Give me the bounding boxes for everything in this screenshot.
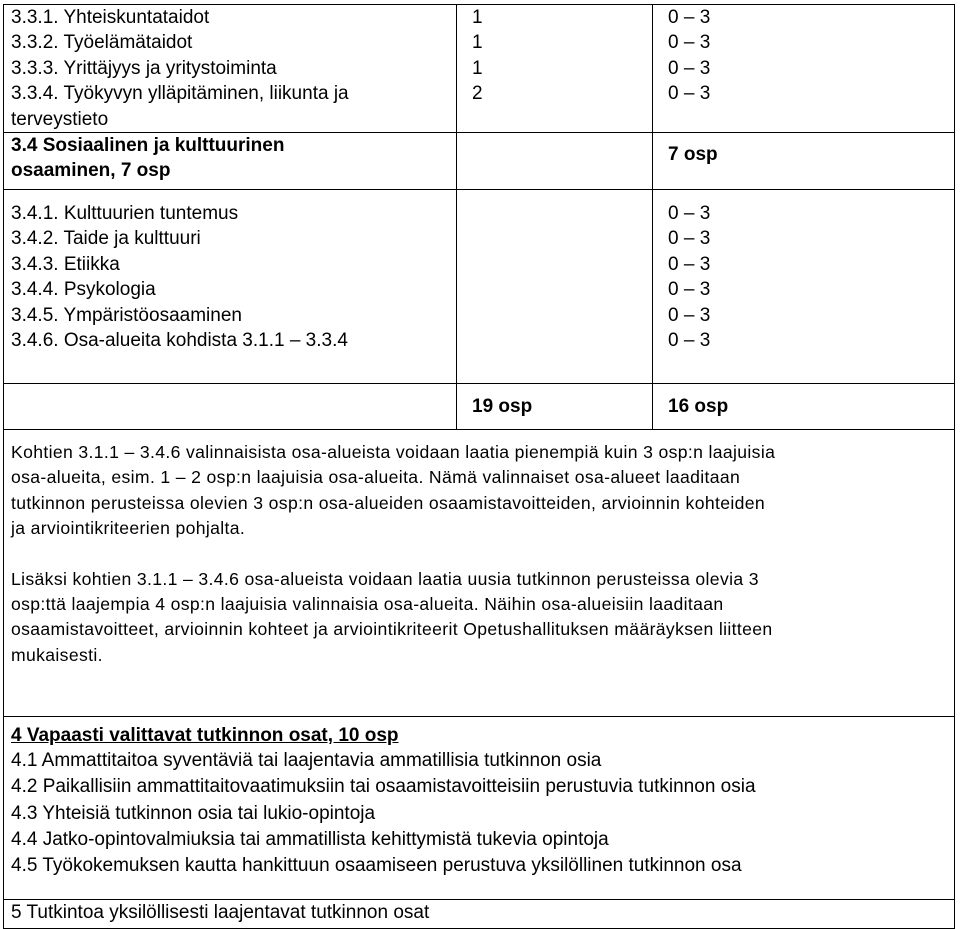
item-label: 3.4.3. Etiikka xyxy=(11,253,120,275)
section-4-row xyxy=(4,717,955,900)
section-33-row xyxy=(4,5,955,133)
item-label: 3.3.2. Työelämätaidot xyxy=(11,32,193,54)
range-value: 0 – 3 xyxy=(668,7,711,28)
section-5-cell xyxy=(4,900,955,929)
empty-cell xyxy=(457,133,653,190)
notes-row xyxy=(4,430,955,717)
range-value: 0 – 3 xyxy=(668,32,711,54)
range-value: 0 – 3 xyxy=(668,203,711,225)
section-total: 7 osp xyxy=(668,144,718,166)
totals-row xyxy=(4,384,955,430)
paragraph-line: osp:ttä laajempia 4 osp:n laajuisia valinnaisia osa-alueita. Näihin osa-alueisiin laaditaan xyxy=(11,594,724,615)
total-col3 xyxy=(653,384,955,430)
paragraph-line: Kohtien 3.1.1 – 3.4.6 valinnaisista osa-alueista voidaan laatia pienempiä kuin 3 osp:n laajuisia xyxy=(11,442,776,463)
paragraph-line: mukaisesti. xyxy=(11,644,103,665)
range-value: 0 – 3 xyxy=(668,228,711,250)
section-33-labels xyxy=(4,5,457,133)
total-col2 xyxy=(457,384,653,430)
credit-value: 2 xyxy=(472,83,483,105)
credit-value: 1 xyxy=(472,32,483,54)
item-label: 3.3.3. Yrittäjyys ja yritystoiminta xyxy=(11,57,277,79)
section-4-title: 4 Vapaasti valittavat tutkinnon osat, 10 osp xyxy=(11,725,399,747)
note-paragraph-2 xyxy=(11,567,947,669)
credit-value: 1 xyxy=(472,57,483,79)
section-33-credits xyxy=(457,5,653,133)
section-34-heading-row xyxy=(4,133,955,190)
range-value: 0 – 3 xyxy=(668,253,711,275)
section-5-title: 5 Tutkintoa yksilöllisesti laajentavat tutkinnon osat xyxy=(11,902,430,924)
paragraph-line: Lisäksi kohtien 3.1.1 – 3.4.6 osa-alueista voidaan laatia uusia tutkinnon perusteissa olevia 3 xyxy=(11,568,759,589)
section-4-item: 4.2 Paikallisiin ammattitaitovaatimuksiin tai osaamistavoitteisiin perustuvia tutkinnon osia xyxy=(11,776,756,798)
item-label: 3.3.4. Työkyvyn ylläpitäminen, liikunta ja xyxy=(11,83,349,105)
empty-cell xyxy=(4,384,457,430)
item-label: 3.4.4. Psykologia xyxy=(11,279,156,301)
item-label: 3.4.2. Taide ja kulttuuri xyxy=(11,228,201,250)
paragraph-line: osaamistavoitteet, arvioinnin kohteet ja arviointikriteerit Opetushallituksen määräyksen liitteen xyxy=(11,619,773,640)
qualification-table xyxy=(3,4,955,929)
paragraph-line: tutkinnon perusteissa olevien 3 osp:n osa-alueiden osaamistavoitteiden, arvioinnin kohteiden xyxy=(11,492,766,513)
range-value: 0 – 3 xyxy=(668,279,711,301)
item-label: 3.4.6. Osa-alueita kohdista 3.1.1 – 3.3.4 xyxy=(11,330,348,352)
section-title-line: osaaminen, 7 osp xyxy=(11,160,171,182)
credit-value: 1 xyxy=(472,7,483,28)
range-value: 0 – 3 xyxy=(668,57,711,79)
notes-cell xyxy=(4,430,955,717)
section-4-item: 4.4 Jatko-opintovalmiuksia tai ammatillista kehittymistä tukevia opintoja xyxy=(11,828,609,850)
range-value: 0 – 3 xyxy=(668,330,711,352)
section-4-cell xyxy=(4,717,955,900)
item-label: terveystieto xyxy=(11,108,109,130)
range-value: 0 – 3 xyxy=(668,83,711,105)
empty-cell xyxy=(457,190,653,384)
note-paragraph-1 xyxy=(11,440,947,542)
section-4-item: 4.3 Yhteisiä tutkinnon osia tai lukio-opintoja xyxy=(11,802,376,824)
paragraph-line: ja arviointikriteerien pohjalta. xyxy=(11,518,246,539)
section-title-line: 3.4 Sosiaalinen ja kulttuurinen xyxy=(11,135,285,157)
total-value: 19 osp xyxy=(472,395,533,417)
range-value: 0 – 3 xyxy=(668,304,711,326)
section-34-row xyxy=(4,190,955,384)
section-4-item: 4.1 Ammattitaitoa syventäviä tai laajentavia ammatillisia tutkinnon osia xyxy=(11,750,602,772)
item-label: 3.3.1. Yhteiskuntataidot xyxy=(11,7,210,28)
total-value: 16 osp xyxy=(668,395,729,417)
item-label: 3.4.5. Ympäristöosaaminen xyxy=(11,304,242,326)
section-34-labels xyxy=(4,190,457,384)
section-4-item: 4.5 Työkokemuksen kautta hankittuun osaamiseen perustuva yksilöllinen tutkinnon osa xyxy=(11,855,742,877)
paragraph-line: osa-alueita, esim. 1 – 2 osp:n laajuisia osa-alueita. Nämä valinnaiset osa-alueet laaditaan xyxy=(11,467,741,488)
item-label: 3.4.1. Kulttuurien tuntemus xyxy=(11,203,239,225)
section-5-row xyxy=(4,900,955,929)
section-34-title xyxy=(4,133,457,190)
section-33-ranges xyxy=(653,5,955,133)
section-34-ranges xyxy=(653,190,955,384)
section-34-total xyxy=(653,133,955,190)
